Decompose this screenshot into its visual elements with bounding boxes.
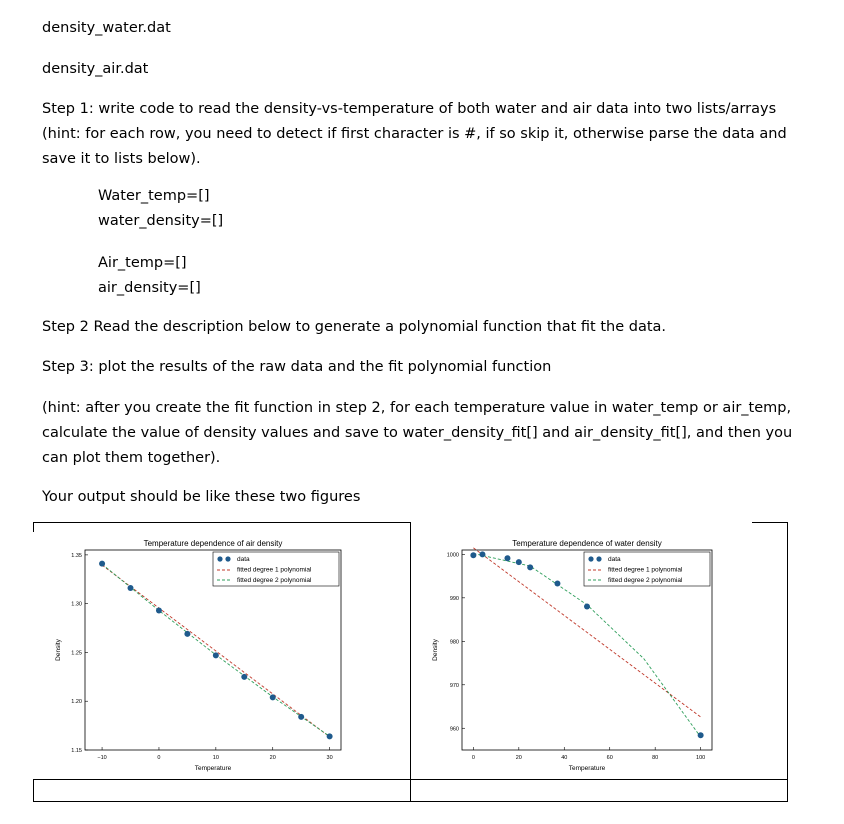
code-air-temp: Air_temp=[] xyxy=(98,255,187,271)
x-axis-label: Temperature xyxy=(568,765,606,772)
table-bottom xyxy=(33,801,788,802)
y-tick-label: 1.35 xyxy=(71,552,82,559)
y-tick-label: 960 xyxy=(449,726,459,733)
x-tick-label: 0 xyxy=(157,755,161,761)
code-air-density: air_density=[] xyxy=(98,280,201,296)
table-top-right xyxy=(752,522,788,523)
x-tick-label: 30 xyxy=(326,755,333,761)
data-point xyxy=(527,564,533,570)
y-tick-label: 970 xyxy=(449,682,459,689)
x-tick-label: 10 xyxy=(212,755,219,761)
filename-water: density_water.dat xyxy=(42,20,171,36)
data-point xyxy=(479,551,485,557)
legend-marker-data xyxy=(596,556,601,561)
data-point xyxy=(327,733,333,739)
y-tick-label: 1000 xyxy=(446,552,459,559)
water-density-chart xyxy=(412,532,786,778)
y-axis-label: Density xyxy=(432,639,439,661)
y-tick-label: 1.20 xyxy=(71,699,82,706)
x-tick-label: 100 xyxy=(696,755,706,761)
step3-text: Step 3: plot the results of the raw data and the fit polynomial function xyxy=(42,359,552,375)
step1-line2: (hint: for each row, you need to detect if first character is #, if so skip it, otherwise parse the data and xyxy=(42,126,787,142)
table-top-left xyxy=(33,522,411,523)
legend-label: fitted degree 1 polynomial xyxy=(608,566,683,574)
table-row-line xyxy=(33,779,788,780)
x-tick-label: 0 xyxy=(471,755,475,761)
y-tick-label: 1.15 xyxy=(71,748,82,754)
legend-label: fitted degree 1 polynomial xyxy=(237,566,312,574)
data-point xyxy=(128,585,134,591)
chart-title: Temperature dependence of water density xyxy=(512,539,662,548)
step2-text: Step 2 Read the description below to generate a polynomial function that fit the data. xyxy=(42,319,667,335)
code-water-density: water_density=[] xyxy=(98,213,224,229)
data-point xyxy=(298,714,304,720)
legend-marker-data xyxy=(225,556,230,561)
legend-label: fitted degree 2 polynomial xyxy=(237,577,312,584)
y-tick-label: 1.30 xyxy=(71,601,82,608)
legend-marker-data xyxy=(217,556,222,561)
data-point xyxy=(241,674,247,680)
data-point xyxy=(99,561,105,567)
legend-label: fitted degree 2 polynomial xyxy=(608,577,683,584)
y-tick-label: 980 xyxy=(449,639,459,646)
x-tick-label: 80 xyxy=(652,755,659,761)
step1-line1: Step 1: write code to read the density-vs-temperature of both water and air data into two lists/arrays xyxy=(42,101,777,117)
filename-air: density_air.dat xyxy=(42,61,149,77)
table-corner-left xyxy=(33,522,34,532)
air-density-chart xyxy=(34,532,410,778)
data-point xyxy=(584,604,590,610)
legend-label: data xyxy=(608,556,621,563)
y-tick-label: 1.25 xyxy=(71,650,82,657)
legend-label: data xyxy=(237,556,250,563)
hint2-line2: calculate the value of density values and save to water_density_fit[] and air_density_fit[], and then you xyxy=(42,425,793,441)
table-right xyxy=(787,522,788,802)
table-left-bottom xyxy=(33,779,34,802)
code-water-temp: Water_temp=[] xyxy=(98,188,210,204)
hint2-line1: (hint: after you create the fit function in step 2, for each temperature value in water_temp or air_temp, xyxy=(42,400,792,416)
x-tick-label: 40 xyxy=(561,755,568,761)
x-tick-label: −10 xyxy=(97,755,107,761)
x-tick-label: 20 xyxy=(515,755,522,761)
step1-line3: save it to lists below). xyxy=(42,151,201,167)
data-point xyxy=(184,631,190,637)
x-axis-label: Temperature xyxy=(194,765,232,772)
data-point xyxy=(470,552,476,558)
x-tick-label: 60 xyxy=(606,755,613,761)
data-point xyxy=(213,652,219,658)
data-point xyxy=(156,607,162,613)
hint2-line3: can plot them together). xyxy=(42,450,221,466)
legend-marker-data xyxy=(588,556,593,561)
x-tick-label: 20 xyxy=(269,755,276,761)
data-point xyxy=(270,694,276,700)
y-tick-label: 990 xyxy=(449,595,459,602)
chart-title: Temperature dependence of air density xyxy=(143,539,283,548)
data-point xyxy=(504,555,510,561)
y-axis-label: Density xyxy=(55,639,62,661)
data-point xyxy=(698,732,704,738)
table-divider xyxy=(410,522,411,802)
output-instruction: Your output should be like these two figures xyxy=(42,489,361,505)
data-point xyxy=(516,559,522,565)
data-point xyxy=(554,580,560,586)
